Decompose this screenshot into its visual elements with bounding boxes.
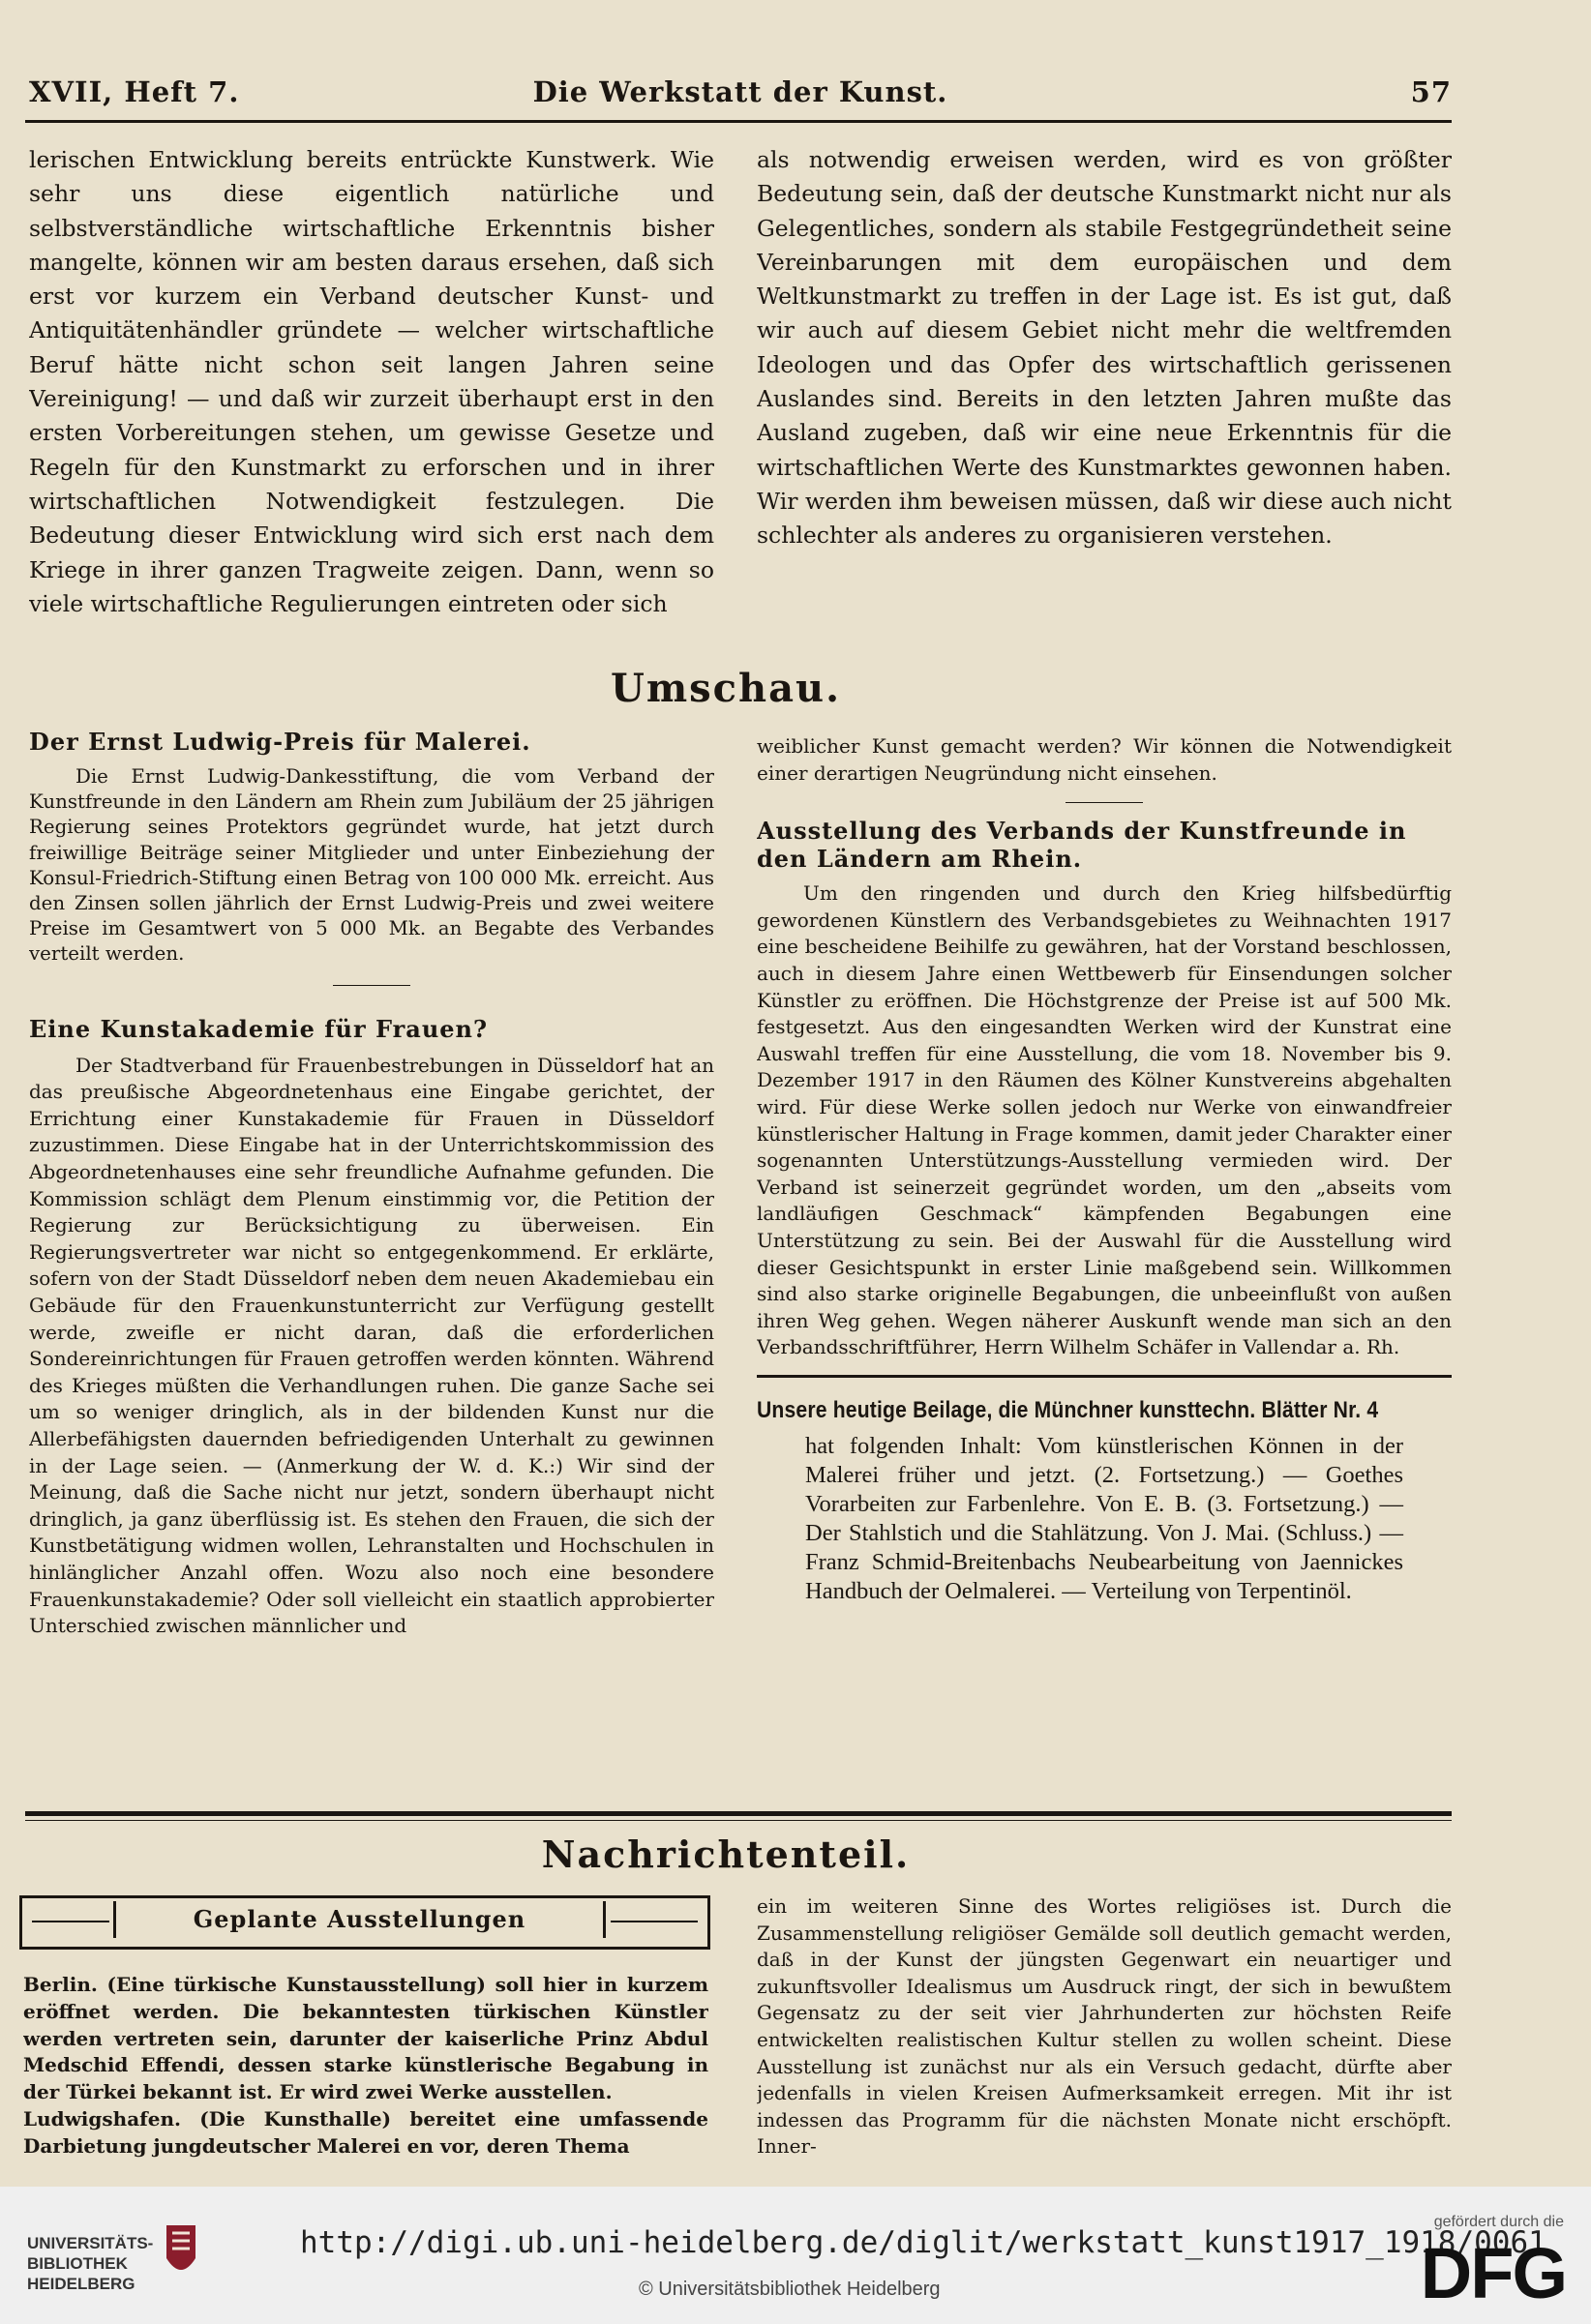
akademie-heading: Eine Kunstakademie für Frauen? (29, 1014, 489, 1043)
akademie-text: Der Stadtverband für Frauenbestrebungen in Düsseldorf hat an das preußische Abgeordnetenhaus eine Eingabe gerichtet, der Errichtung einer Kunstakademie für Frauen in Düsseldorf zuzustimmen. Diese Eingabe hat in der Unterrichtskommission des Abgeordnetenhauses eine sehr freundliche Aufnahme gefunden. Die Kommission schlägt dem Plenum einstimmig vor, die Petition der Regierung zur Berücksichtigung zu überweisen. Ein Regierungsvertreter war nicht so entgegenkommend. Er erklärte, sofern von der Stadt Düsseldorf neben dem neuen Akademiebau ein Gebäude für den Frauenkunstunterricht zur Verfügung gestellt werde, zweifle er nicht daran, daß die erforderlichen Sondereinrichtungen für Frauen getroffen werden könnten. Während des Krieges müßten die Verhandlungen ruhen. Die ganze Sache sei um so weniger dringlich, als in der bildenden Kunst nur die Allerbefähigsten dauernden befriedigenden Unterhalt zu gewinnen in der Lage seien. — (Anmerkung der W. d. K.:) Wir sind der Meinung, daß die Sache nicht nur jetzt, sondern überhaupt nicht dringlich, ja ganz überflüssig ist. Es stehen den Frauen, die sich der Kunstbetätigung widmen wollen, Lehranstalten und Hochschulen in hinlänglicher Anzahl offen. Wozu also noch eine besondere Frauenkunstakademie? Oder soll vielleicht ein staatlich approbierter Unterschied zwischen männlicher und (29, 1053, 714, 1638)
source-url[interactable]: http://digi.ub.uni-heidelberg.de/diglit/werkstatt_kunst1917_1918/0061 (300, 2225, 1546, 2260)
beilage-rule (757, 1375, 1452, 1378)
ausstellung-heading-line-2: den Ländern am Rhein. (757, 845, 1083, 874)
university-seal-icon (163, 2220, 199, 2283)
section-rule-thick (25, 1811, 1452, 1816)
beilage-text: hat folgenden Inhalt: Vom künstlerischen Können in der Malerei früher und jetzt. (2. Fortsetzung.) — Goethes Vorarbeiten zur Farbenlehre. Von E. B. (3. Fortsetzung.) — Der Stahlstich und die Stahlätzung. Von J. Mai. (Schluss.) — Franz Schmid-Breitenbachs Neubearbeitung von Jaennickes Handbuch der Oelmalerei. — Verteilung von Terpentinöl. (805, 1432, 1403, 1604)
ludwigshafen-city: Ludwigshafen. (23, 2106, 181, 2130)
header-rule (25, 120, 1452, 123)
nachrichten-right-text: ein im weiteren Sinne des Wortes religiöses ist. Durch die Zusammenstellung religiöser Gemälde soll deutlich gemacht werden, daß in der Kunst der jüngsten Gegenwart ein neuartiger und zukunftsvoller Idealismus um Ausdruck ringt, der sich in bewußtem Gegensatz zu der seit vier Jahrhunderten zur höchsten Reife entwickelten realistischen Kultur stellen zu wollen scheint. Diese Ausstellung ist zunächst nur als ein Versuch gedacht, dürfte aber jedenfalls in vielen Kreisen Aufmerksamkeit erregen. Mit ihr ist indessen das Programm für die nächsten Monate nicht erschöpft. Inner- (757, 1894, 1452, 2159)
umschau-left-column (29, 728, 714, 1797)
intro-left-column (29, 143, 714, 656)
copyright-notice: © Universitätsbibliothek Heidelberg (639, 2279, 941, 2300)
ausstellung-text: Um den ringenden und durch den Krieg hilfsbedürftig gewordenen Künstlern des Verbandsgebietes zu Weihnachten 1917 eine bescheidene Beihilfe zu gewähren, hat der Vorstand beschlossen, auch in diesem Jahre einen Wettbewerb für Einsendungen solcher Künstler zu eröffnen. Die Höchstgrenze der Preise ist auf 500 Mk. festgesetzt. Aus den eingesandten Werken wird der Kunstrat eine Auswahl treffen für eine Ausstellung, die vom 18. November bis 9. Dezember 1917 in den Räumen des Kölner Kunstvereins abgehalten wird. Für diese Werke sollen jedoch nur Werke von einwandfreier künstlerischer Haltung in Frage kommen, damit jeder Charakter einer sogenannten Unterstützungs-Ausstellung vermieden wird. Der Verband ist seinerzeit gegründet worden, um den „abseits vom landläufigen Geschmack“ kämpfenden Begabungen eine Unterstützung zu sein. Bei der Auswahl für die Ausstellung wird dieser Gesichtspunkt in erster Linie maßgebend sein. Willkommen sind also starke originelle Begabungen, die unbeeinflußt von außen ihren Weg gehen. Wegen näherer Auskunft wende man sich an den Verbandsschriftführer, Herrn Wilhelm Schäfer in Vallendar a. Rh. (757, 881, 1452, 1359)
section-title-nachrichten: Nachrichtenteil. (541, 1832, 911, 1876)
library-name-1: UNIVERSITÄTS- (27, 2234, 154, 2252)
running-header (29, 75, 1452, 118)
separator (1066, 802, 1143, 803)
intro-left-text: lerischen Entwicklung bereits entrückte Kunstwerk. Wie sehr uns diese eigentlich natürliche und selbstverständliche wirtschaftliche Erkenntnis bisher mangelte, können wir am besten daraus ersehen, daß sich erst vor kurzem ein Verband deutscher Kunst- und Antiquitätenhändler gründete — welcher wirtschaftliche Beruf hätte nicht schon seit langen Jahren seine Vereinigung! — und daß wir zurzeit überhaupt erst in den ersten Vorbereitungen stehen, um gewisse Gesetze und Regeln für den Kunstmarkt zu erforschen und in ihrer wirtschaftlichen Notwendigkeit festzulegen. Die Bedeutung dieser Entwicklung wird sich erst nach dem Kriege in ihrer ganzen Tragweite zeigen. Dann, wenn so viele wirtschaftliche Regulierungen eintreten oder sich (29, 146, 714, 617)
separator (333, 985, 410, 986)
umschau-right-column (757, 733, 1452, 1788)
intro-right-text: als notwendig erweisen werden, wird es von größter Bedeutung sein, daß der deutsche Kunstmarkt nicht nur als Gelegentliches, sondern als stabile Festgegründetheit seine Vereinbarungen mit dem europäischen und dem Weltkunstmarkt zu treffen in der Lage ist. Es ist gut, daß wir auch auf diesem Gebiet nicht mehr die weltfremden Ideologen und das Opfer des wirtschaftlich gerissenen Auslandes sind. Bereits in den letzten Jahren mußte das Ausland zugeben, daß wir eine neue Erkenntnis für die wirtschaftlichen Werte des Kunstmarktes gewonnen haben. Wir werden ihm beweisen müssen, daß wir diese auch nicht schlechter als anderes zu organisieren verstehen. (757, 146, 1452, 550)
section-rule-thin (25, 1820, 1452, 1821)
berlin-text: (Eine türkische Kunstausstellung) soll hier in kurzem eröffnet werden. Die bekanntesten türkischen Künstler werden vertreten sein, darunter der kaiserliche Prinz Abdul Medschid Effendi, dessen starke künstlerische Begabung in der Türkei bekannt ist. Er wird zwei Werke ausstellen. (23, 1973, 708, 2104)
volume-issue: XVII, Heft 7. (29, 75, 240, 108)
nachrichten-right-column (757, 1893, 1452, 2184)
intro-right-column (757, 143, 1452, 646)
ausstellung-heading (757, 817, 1452, 873)
page-number: 57 (1410, 75, 1452, 108)
box-heading (19, 1895, 710, 1950)
nachrichten-left-column (23, 1972, 708, 2187)
box-line-right (611, 1921, 698, 1922)
berlin-city: Berlin. (23, 1973, 98, 1996)
library-name-2: BIBLIOTHEK (27, 2254, 128, 2273)
box-line-left (32, 1921, 109, 1922)
library-name-3: HEIDELBERG (27, 2275, 135, 2293)
section-title-umschau: Umschau. (610, 666, 842, 711)
preis-heading: Der Ernst Ludwig-Preis für Malerei. (29, 728, 531, 756)
library-logo (27, 2233, 153, 2294)
beilage-heading: Unsere heutige Beilage, die Münchner kunsttechn. Blätter Nr. 4 (757, 1396, 1379, 1423)
ludwigshafen-paragraph (23, 2106, 708, 2160)
ausstellung-heading-line-1: Ausstellung des Verbands der Kunstfreunde in (757, 817, 1407, 846)
preis-text: Die Ernst Ludwig-Dankesstiftung, die vom Verband der Kunstfreunde in den Ländern am Rhein zum Jubiläum der 25 jährigen Regierung seines Protektors gegründet wurde, hat jetzt durch freiwillige Beiträge seiner Mitglieder und unter Einbeziehung der Konsul-Friedrich-Stiftung einen Betrag von 100 000 Mk. erreicht. Aus den Zinsen sollen jährlich der Ernst Ludwig-Preis und zwei weitere Preise im Gesamtwert von 5 000 Mk. an Begabte des Verbandes verteilt werden. (29, 765, 714, 966)
journal-title: Die Werkstatt der Kunst. (532, 75, 948, 108)
berlin-paragraph (23, 1972, 708, 2106)
box-title: Geplante Ausstellungen (113, 1901, 606, 1938)
akademie-continuation: weiblicher Kunst gemacht werden? Wir können die Notwendigkeit einer derartigen Neugründung nicht einsehen. (757, 734, 1452, 785)
dfg-logo: DFG (1420, 2233, 1566, 2313)
funding-note: gefördert durch die (1433, 2214, 1564, 2230)
footer-bar (0, 2187, 1591, 2324)
ludwigshafen-text: (Die Kunsthalle) bereitet eine umfassende Darbietung jungdeutscher Malerei en vor, deren Thema (23, 2106, 708, 2158)
